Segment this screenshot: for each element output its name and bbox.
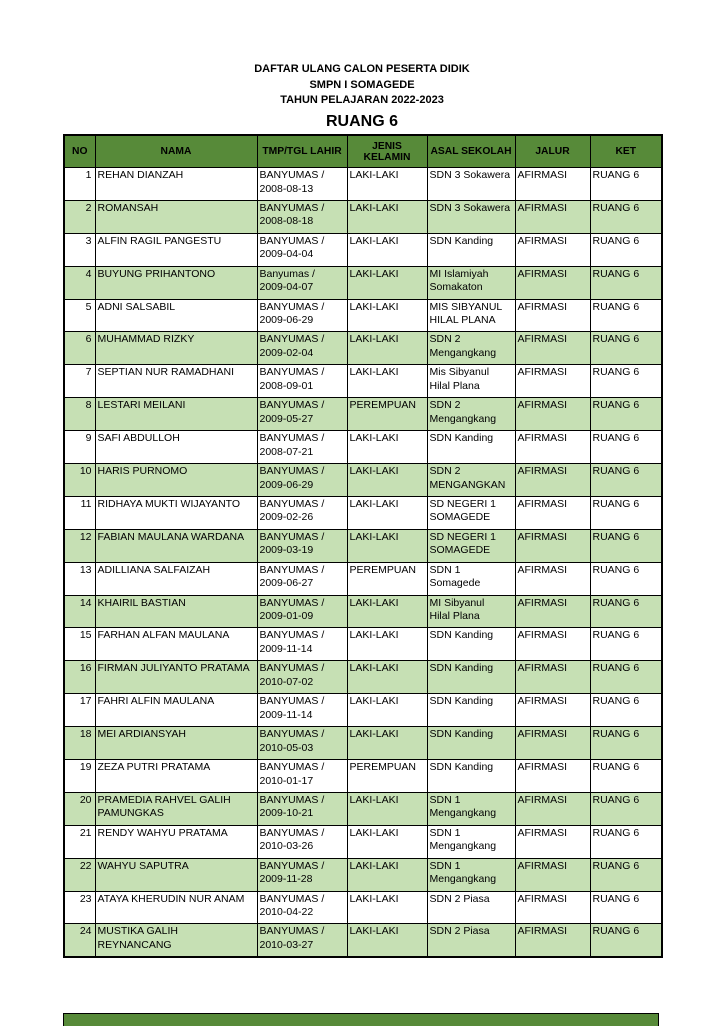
cell-no: 12 (64, 529, 95, 562)
table-row (64, 825, 662, 858)
table-row (64, 365, 662, 398)
cell-line: SDN 1 (429, 563, 461, 576)
cell-jk: LAKI-LAKI (347, 365, 427, 398)
cell-jk: LAKI-LAKI (347, 266, 427, 299)
cell-line: MI Sibyanul (429, 596, 485, 609)
cell-ket: RUANG 6 (590, 891, 662, 924)
cell-nama: REHAN DIANZAH (95, 168, 257, 201)
cell-ket: RUANG 6 (590, 200, 662, 233)
cell-asal (427, 595, 515, 628)
cell-jalur: AFIRMASI (515, 431, 590, 464)
cell-nama: FAHRI ALFIN MAULANA (95, 694, 257, 727)
cell-no: 7 (64, 365, 95, 398)
cell-line: 2010-05-03 (259, 741, 314, 754)
cell-nama: RIDHAYA MUKTI WIJAYANTO (95, 496, 257, 529)
cell-nama: MUHAMMAD RIZKY (95, 332, 257, 365)
cell-asal (427, 464, 515, 497)
cell-no: 6 (64, 332, 95, 365)
cell-line: SOMAGEDE (429, 511, 491, 524)
cell-tmp (257, 431, 347, 464)
cell-jalur: AFIRMASI (515, 661, 590, 694)
cell-asal (427, 858, 515, 891)
cell-ket: RUANG 6 (590, 299, 662, 332)
cell-jalur: AFIRMASI (515, 332, 590, 365)
cell-nama: ATAYA KHERUDIN NUR ANAM (95, 891, 257, 924)
cell-no: 14 (64, 595, 95, 628)
cell-line: BANYUMAS / (259, 465, 325, 478)
cell-no: 5 (64, 299, 95, 332)
cell-jk: LAKI-LAKI (347, 299, 427, 332)
cell-line: BANYUMAS / (259, 728, 325, 741)
column-header-tmp: TMP/TGL LAHIR (257, 135, 347, 168)
cell-line: BANYUMAS / (259, 201, 325, 214)
cell-ket: RUANG 6 (590, 694, 662, 727)
table-row (64, 529, 662, 562)
cell-jk: LAKI-LAKI (347, 431, 427, 464)
cell-line: 2010-04-22 (259, 906, 314, 919)
cell-jalur: AFIRMASI (515, 299, 590, 332)
table-row (64, 332, 662, 365)
cell-line: Hilal Plana (429, 379, 480, 392)
table-row (64, 727, 662, 760)
cell-line: 2010-03-26 (259, 840, 314, 853)
cell-asal (427, 398, 515, 431)
title-line-2: SMPN I SOMAGEDE (309, 78, 415, 91)
cell-asal (427, 299, 515, 332)
cell-line: Mis Sibyanul (429, 366, 490, 379)
cell-tmp (257, 365, 347, 398)
cell-asal (427, 562, 515, 595)
cell-no: 20 (64, 792, 95, 825)
cell-line: MIS SIBYANUL (429, 300, 503, 313)
cell-line: BANYUMAS / (259, 497, 325, 510)
cell-line: 2009-11-14 (259, 708, 313, 721)
cell-asal (427, 233, 515, 266)
cell-jalur: AFIRMASI (515, 760, 590, 793)
cell-line: BANYUMAS / (259, 169, 325, 181)
cell-jk: LAKI-LAKI (347, 661, 427, 694)
cell-nama: SEPTIAN NUR RAMADHANI (95, 365, 257, 398)
table-row (64, 760, 662, 793)
table-row (64, 464, 662, 497)
cell-tmp (257, 825, 347, 858)
cell-ket: RUANG 6 (590, 332, 662, 365)
cell-asal (427, 760, 515, 793)
table-body (64, 168, 662, 958)
cell-line: 2009-06-27 (259, 577, 314, 590)
cell-nama: WAHYU SAPUTRA (95, 858, 257, 891)
cell-line: BANYUMAS / (259, 793, 325, 806)
cell-line: BANYUMAS / (259, 695, 325, 708)
cell-asal (427, 168, 515, 201)
cell-no: 24 (64, 924, 95, 957)
cell-jalur: AFIRMASI (515, 694, 590, 727)
cell-asal (427, 266, 515, 299)
cell-line: SDN Kanding (429, 234, 494, 247)
cell-asal (427, 628, 515, 661)
cell-tmp (257, 562, 347, 595)
cell-jalur: AFIRMASI (515, 365, 590, 398)
cell-jk: LAKI-LAKI (347, 529, 427, 562)
cell-line: BANYUMAS / (259, 563, 325, 576)
cell-line: Somagede (429, 577, 481, 590)
cell-tmp (257, 694, 347, 727)
cell-line: BANYUMAS / (259, 399, 325, 412)
cell-asal (427, 825, 515, 858)
table-row (64, 200, 662, 233)
cell-tmp (257, 891, 347, 924)
cell-jk: LAKI-LAKI (347, 595, 427, 628)
cell-line: 2009-02-04 (259, 346, 314, 359)
cell-ket: RUANG 6 (590, 431, 662, 464)
cell-tmp (257, 233, 347, 266)
cell-nama: KHAIRIL BASTIAN (95, 595, 257, 628)
cell-asal (427, 924, 515, 957)
next-page-header-bar (63, 1013, 659, 1026)
cell-tmp (257, 727, 347, 760)
cell-line: BANYUMAS / (259, 826, 325, 839)
cell-nama: ALFIN RAGIL PANGESTU (95, 233, 257, 266)
cell-jalur: AFIRMASI (515, 464, 590, 497)
cell-asal (427, 891, 515, 924)
cell-tmp (257, 924, 347, 957)
cell-line: 2009-10-21 (259, 807, 314, 820)
cell-asal (427, 496, 515, 529)
cell-line: BANYUMAS / (259, 596, 325, 609)
cell-line: 2008-09-01 (259, 379, 314, 392)
cell-no: 10 (64, 464, 95, 497)
cell-jk: LAKI-LAKI (347, 792, 427, 825)
cell-ket: RUANG 6 (590, 168, 662, 201)
cell-line: SDN 1 (429, 826, 461, 839)
cell-no: 8 (64, 398, 95, 431)
cell-ket: RUANG 6 (590, 233, 662, 266)
cell-nama: MUSTIKA GALIH REYNANCANG (95, 924, 257, 957)
cell-line: Mengangkang (429, 412, 497, 425)
cell-line: BANYUMAS / (259, 234, 325, 247)
cell-line: SD NEGERI 1 (429, 530, 497, 543)
cell-nama: HARIS PURNOMO (95, 464, 257, 497)
cell-tmp (257, 595, 347, 628)
cell-line: SDN Kanding (429, 629, 494, 642)
cell-line: 2008-08-18 (259, 215, 314, 228)
table-row (64, 792, 662, 825)
cell-line: MI Islamiyah (429, 267, 489, 280)
cell-tmp (257, 464, 347, 497)
cell-jalur: AFIRMASI (515, 924, 590, 957)
cell-jk: PEREMPUAN (347, 398, 427, 431)
cell-line: 2009-05-27 (259, 412, 314, 425)
cell-line: 2009-02-26 (259, 511, 314, 524)
cell-jk: LAKI-LAKI (347, 924, 427, 957)
cell-asal (427, 727, 515, 760)
cell-line: 2009-01-09 (259, 610, 314, 623)
cell-line: 2009-11-28 (259, 873, 313, 886)
cell-nama: FARHAN ALFAN MAULANA (95, 628, 257, 661)
cell-line: 2009-06-29 (259, 314, 314, 327)
cell-ket: RUANG 6 (590, 529, 662, 562)
cell-jk: LAKI-LAKI (347, 233, 427, 266)
cell-nama: SAFI ABDULLOH (95, 431, 257, 464)
cell-jk: LAKI-LAKI (347, 628, 427, 661)
cell-tmp (257, 266, 347, 299)
cell-jalur: AFIRMASI (515, 595, 590, 628)
cell-line: SDN 1 (429, 793, 461, 806)
cell-nama: FABIAN MAULANA WARDANA (95, 529, 257, 562)
table-row (64, 266, 662, 299)
cell-line: SDN 2 Piasa (429, 925, 490, 938)
cell-ket: RUANG 6 (590, 266, 662, 299)
cell-nama: LESTARI MEILANI (95, 398, 257, 431)
column-header-nama: NAMA (95, 135, 257, 168)
cell-line: BANYUMAS / (259, 859, 325, 872)
title-line-1: DAFTAR ULANG CALON PESERTA DIDIK (254, 63, 470, 75)
cell-line: 2009-04-07 (259, 281, 314, 294)
cell-nama: FIRMAN JULIYANTO PRATAMA (95, 661, 257, 694)
cell-tmp (257, 760, 347, 793)
cell-line: 2010-07-02 (259, 675, 314, 688)
table-row (64, 398, 662, 431)
cell-tmp (257, 661, 347, 694)
cell-jalur: AFIRMASI (515, 496, 590, 529)
cell-line: MENGANGKAN (429, 478, 506, 491)
cell-line: Hilal Plana (429, 610, 480, 623)
cell-line: BANYUMAS / (259, 662, 325, 675)
cell-asal (427, 200, 515, 233)
cell-jalur: AFIRMASI (515, 858, 590, 891)
table-row (64, 924, 662, 957)
cell-ket: RUANG 6 (590, 792, 662, 825)
page-title (0, 62, 724, 131)
column-header-asal: ASAL SEKOLAH (427, 135, 515, 168)
table-header-row (64, 135, 662, 168)
cell-line: BANYUMAS / (259, 300, 325, 313)
cell-no: 2 (64, 200, 95, 233)
cell-jk: LAKI-LAKI (347, 694, 427, 727)
cell-jk: LAKI-LAKI (347, 727, 427, 760)
cell-jk: LAKI-LAKI (347, 168, 427, 201)
table-row (64, 431, 662, 464)
cell-no: 16 (64, 661, 95, 694)
cell-jalur: AFIRMASI (515, 529, 590, 562)
cell-nama: PRAMEDIA RAHVEL GALIH PAMUNGKAS (95, 792, 257, 825)
cell-line: BANYUMAS / (259, 629, 325, 642)
cell-no: 21 (64, 825, 95, 858)
cell-tmp (257, 332, 347, 365)
cell-line: SDN 2 (429, 465, 461, 478)
cell-line: HILAL PLANA (429, 314, 496, 327)
table-row (64, 858, 662, 891)
cell-jalur: AFIRMASI (515, 792, 590, 825)
cell-nama: ZEZA PUTRI PRATAMA (95, 760, 257, 793)
cell-line: SDN 3 Sokawera (429, 201, 511, 214)
cell-tmp (257, 299, 347, 332)
cell-nama: BUYUNG PRIHANTONO (95, 266, 257, 299)
cell-ket: RUANG 6 (590, 628, 662, 661)
cell-ket: RUANG 6 (590, 496, 662, 529)
cell-tmp (257, 496, 347, 529)
column-header-jk: JENIS KELAMIN (347, 135, 427, 168)
cell-asal (427, 694, 515, 727)
cell-line: BANYUMAS / (259, 530, 325, 543)
cell-nama: ADNI SALSABIL (95, 299, 257, 332)
cell-line: SDN 2 Piasa (429, 892, 490, 905)
cell-asal (427, 529, 515, 562)
cell-no: 11 (64, 496, 95, 529)
cell-line: 2010-01-17 (259, 774, 314, 787)
cell-asal (427, 661, 515, 694)
cell-jalur: AFIRMASI (515, 233, 590, 266)
cell-asal (427, 365, 515, 398)
cell-line: BANYUMAS / (259, 892, 325, 905)
cell-ket: RUANG 6 (590, 924, 662, 957)
cell-jk: PEREMPUAN (347, 760, 427, 793)
cell-tmp (257, 168, 347, 201)
table-row (64, 168, 662, 201)
cell-line: SDN 1 (429, 859, 461, 872)
cell-ket: RUANG 6 (590, 727, 662, 760)
cell-no: 1 (64, 168, 95, 201)
cell-line: BANYUMAS / (259, 925, 325, 938)
cell-jk: LAKI-LAKI (347, 200, 427, 233)
cell-tmp (257, 200, 347, 233)
cell-asal (427, 431, 515, 464)
cell-line: Somakaton (429, 281, 483, 294)
table-row (64, 628, 662, 661)
cell-jalur: AFIRMASI (515, 266, 590, 299)
cell-line: BANYUMAS / (259, 366, 325, 379)
cell-ket: RUANG 6 (590, 562, 662, 595)
cell-jalur: AFIRMASI (515, 562, 590, 595)
cell-ket: RUANG 6 (590, 398, 662, 431)
cell-no: 13 (64, 562, 95, 595)
cell-line: BANYUMAS / (259, 333, 325, 346)
cell-jk: LAKI-LAKI (347, 891, 427, 924)
cell-asal (427, 792, 515, 825)
column-header-ket: KET (590, 135, 662, 168)
cell-no: 23 (64, 891, 95, 924)
table-row (64, 595, 662, 628)
cell-no: 15 (64, 628, 95, 661)
cell-nama: ROMANSAH (95, 200, 257, 233)
student-roster-table (63, 134, 663, 958)
cell-tmp (257, 398, 347, 431)
cell-jk: PEREMPUAN (347, 562, 427, 595)
cell-jalur: AFIRMASI (515, 727, 590, 760)
cell-no: 19 (64, 760, 95, 793)
column-header-jalur: JALUR (515, 135, 590, 168)
column-header-no: NO (64, 135, 95, 168)
cell-tmp (257, 792, 347, 825)
table-row (64, 299, 662, 332)
cell-line: SD NEGERI 1 (429, 497, 497, 510)
cell-line: SOMAGEDE (429, 544, 491, 557)
cell-no: 3 (64, 233, 95, 266)
cell-no: 18 (64, 727, 95, 760)
cell-line: SDN 3 Sokawera (429, 169, 511, 181)
cell-line: 2009-11-14 (259, 642, 313, 655)
cell-line: 2008-07-21 (259, 445, 314, 458)
cell-line: SDN Kanding (429, 728, 494, 741)
cell-asal (427, 332, 515, 365)
cell-tmp (257, 628, 347, 661)
cell-jalur: AFIRMASI (515, 628, 590, 661)
cell-line: BANYUMAS / (259, 761, 325, 774)
cell-no: 9 (64, 431, 95, 464)
cell-ket: RUANG 6 (590, 858, 662, 891)
cell-line: SDN Kanding (429, 432, 494, 445)
cell-line: BANYUMAS / (259, 432, 325, 445)
cell-line: Mengangkang (429, 840, 497, 853)
cell-tmp (257, 529, 347, 562)
cell-ket: RUANG 6 (590, 365, 662, 398)
cell-line: 2009-06-29 (259, 478, 314, 491)
cell-line: SDN Kanding (429, 662, 494, 675)
table-row (64, 496, 662, 529)
table-row (64, 233, 662, 266)
cell-no: 4 (64, 266, 95, 299)
cell-tmp (257, 858, 347, 891)
cell-no: 22 (64, 858, 95, 891)
cell-jalur: AFIRMASI (515, 168, 590, 201)
cell-ket: RUANG 6 (590, 760, 662, 793)
cell-ket: RUANG 6 (590, 825, 662, 858)
table-row (64, 661, 662, 694)
cell-line: 2008-08-13 (259, 182, 314, 195)
cell-line: Mengangkang (429, 873, 497, 886)
cell-line: Banyumas / (259, 267, 315, 280)
cell-jalur: AFIRMASI (515, 891, 590, 924)
cell-line: SDN Kanding (429, 761, 494, 774)
table-row (64, 562, 662, 595)
cell-ket: RUANG 6 (590, 661, 662, 694)
cell-jk: LAKI-LAKI (347, 332, 427, 365)
table-row (64, 891, 662, 924)
cell-jalur: AFIRMASI (515, 398, 590, 431)
cell-line: SDN 2 (429, 399, 461, 412)
cell-jk: LAKI-LAKI (347, 858, 427, 891)
table-row (64, 694, 662, 727)
title-line-3: TAHUN PELAJARAN 2022-2023 (280, 94, 444, 106)
cell-nama: MEI ARDIANSYAH (95, 727, 257, 760)
cell-jalur: AFIRMASI (515, 200, 590, 233)
cell-line: SDN Kanding (429, 695, 494, 708)
cell-line: Mengangkang (429, 346, 497, 359)
cell-no: 17 (64, 694, 95, 727)
room-title: RUANG 6 (325, 112, 398, 130)
cell-line: Mengangkang (429, 807, 497, 820)
cell-jk: LAKI-LAKI (347, 825, 427, 858)
cell-line: 2010-03-27 (259, 938, 314, 951)
cell-ket: RUANG 6 (590, 595, 662, 628)
cell-jk: LAKI-LAKI (347, 496, 427, 529)
cell-jk: LAKI-LAKI (347, 464, 427, 497)
cell-ket: RUANG 6 (590, 464, 662, 497)
cell-jalur: AFIRMASI (515, 825, 590, 858)
cell-line: 2009-04-04 (259, 248, 314, 261)
cell-nama: RENDY WAHYU PRATAMA (95, 825, 257, 858)
cell-nama: ADILLIANA SALFAIZAH (95, 562, 257, 595)
cell-line: SDN 2 (429, 333, 461, 346)
cell-line: 2009-03-19 (259, 544, 314, 557)
